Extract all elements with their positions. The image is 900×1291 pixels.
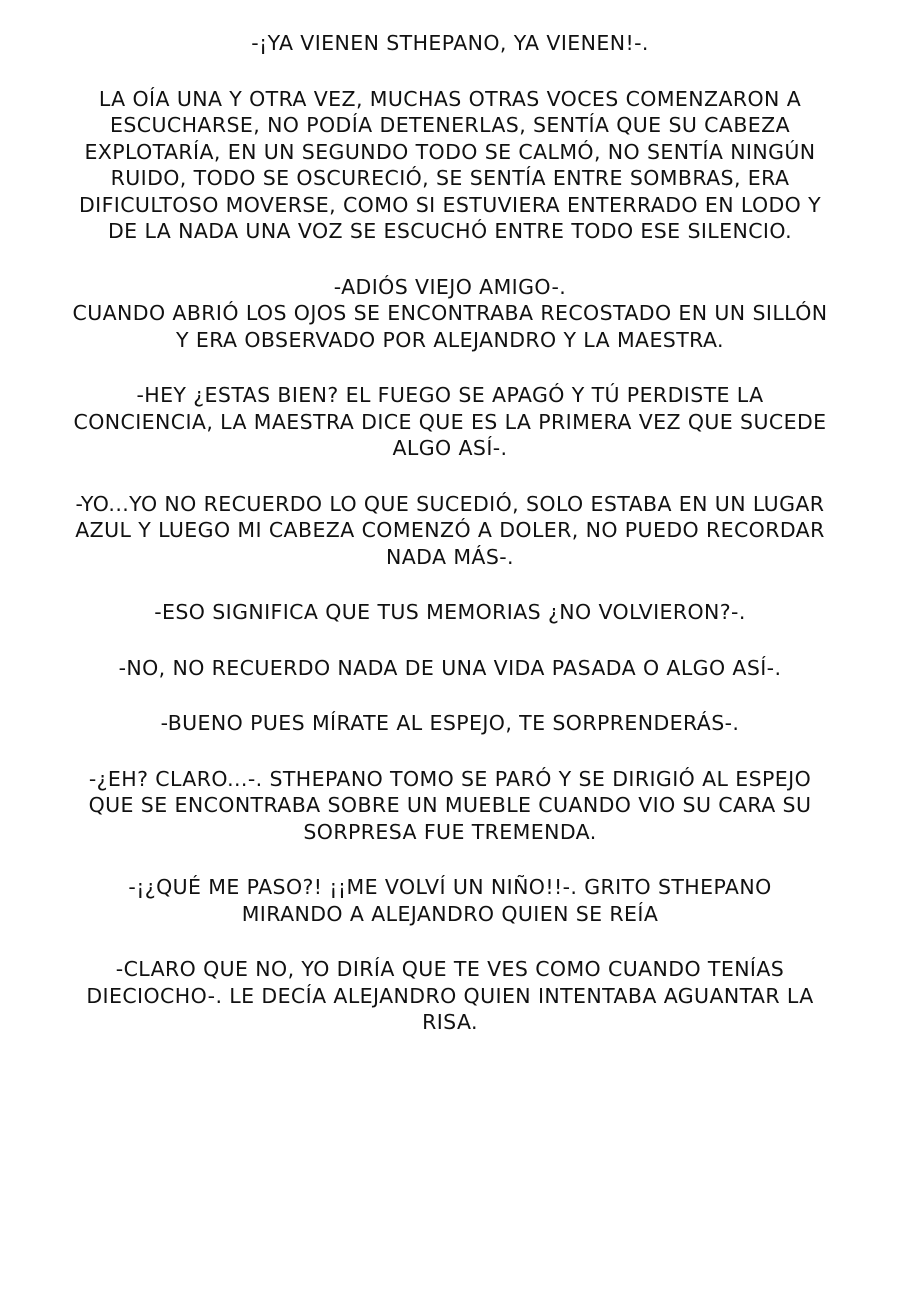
paragraph <box>40 710 860 737</box>
text-line: -¿EH? CLARO...-. STHEPANO TOMO SE PARÓ Y SE DIRIGIÓ AL ESPEJO <box>88 766 812 791</box>
text-line: RISA. <box>422 1010 478 1034</box>
text-line: -ADIÓS VIEJO AMIGO-. <box>333 274 567 299</box>
text-line: DE LA NADA UNA VOZ SE ESCUCHÓ ENTRE TODO ESE SILENCIO. <box>108 219 792 243</box>
story-text <box>40 30 860 1065</box>
text-line: -ESO SIGNIFICA QUE TUS MEMORIAS ¿NO VOLVIERON?-. <box>154 600 746 624</box>
paragraph <box>40 274 860 301</box>
text-line: AZUL Y LUEGO MI CABEZA COMENZÓ A DOLER, NO PUEDO RECORDAR <box>75 518 825 542</box>
paragraph <box>40 766 860 846</box>
text-line: -NO, NO RECUERDO NADA DE UNA VIDA PASADA O ALGO ASÍ-. <box>118 655 782 680</box>
text-line: NADA MÁS-. <box>386 544 514 569</box>
text-line: -¡YA VIENEN STHEPANO, YA VIENEN!-. <box>251 31 649 55</box>
paragraph <box>40 86 860 245</box>
paragraph <box>40 491 860 571</box>
text-line: QUE SE ENCONTRABA SOBRE UN MUEBLE CUANDO VIO SU CARA SU <box>88 793 812 817</box>
text-line: Y ERA OBSERVADO POR ALEJANDRO Y LA MAESTRA. <box>176 327 724 352</box>
text-line: ESCUCHARSE, NO PODÍA DETENERLAS, SENTÍA QUE SU CABEZA <box>109 113 790 137</box>
paragraph <box>40 655 860 682</box>
paragraph <box>40 874 860 927</box>
text-line: CONCIENCIA, LA MAESTRA DICE QUE ES LA PRIMERA VEZ QUE SUCEDE <box>73 409 827 434</box>
paragraph <box>40 300 860 353</box>
text-line: ALGO ASÍ-. <box>392 436 508 460</box>
text-line: RUIDO, TODO SE OSCURECIÓ, SE SENTÍA ENTRE SOMBRAS, ERA <box>110 166 790 190</box>
paragraph <box>40 382 860 462</box>
text-line: -BUENO PUES MÍRATE AL ESPEJO, TE SORPRENDERÁS-. <box>160 711 740 735</box>
text-line: LA OÍA UNA Y OTRA VEZ, MUCHAS OTRAS VOCES COMENZARON A <box>98 86 802 111</box>
paragraph <box>40 956 860 1036</box>
text-line: -CLARO QUE NO, YO DIRÍA QUE TE VES COMO CUANDO TENÍAS <box>115 957 785 981</box>
text-line: CUANDO ABRIÓ LOS OJOS SE ENCONTRABA RECOSTADO EN UN SILLÓN <box>72 301 828 325</box>
text-line: SORPRESA FUE TREMENDA. <box>303 819 597 844</box>
paragraph <box>40 599 860 626</box>
text-line: EXPLOTARÍA, EN UN SEGUNDO TODO SE CALMÓ, NO SENTÍA NINGÚN <box>84 139 816 164</box>
text-line: -¡¿QUÉ ME PASO?! ¡¡ME VOLVÍ UN NIÑO!!-. GRITO STHEPANO <box>128 875 772 899</box>
text-line: -YO...YO NO RECUERDO LO QUE SUCEDIÓ, SOLO ESTABA EN UN LUGAR <box>75 491 825 516</box>
paragraph <box>40 30 860 57</box>
text-line: DIFICULTOSO MOVERSE, COMO SI ESTUVIERA ENTERRADO EN LODO Y <box>78 192 822 217</box>
text-line: DIECIOCHO-. LE DECÍA ALEJANDRO QUIEN INTENTABA AGUANTAR LA <box>86 983 814 1008</box>
text-line: MIRANDO A ALEJANDRO QUIEN SE REÍA <box>241 901 659 926</box>
text-line: -HEY ¿ESTAS BIEN? EL FUEGO SE APAGÓ Y TÚ PERDISTE LA <box>136 383 764 407</box>
